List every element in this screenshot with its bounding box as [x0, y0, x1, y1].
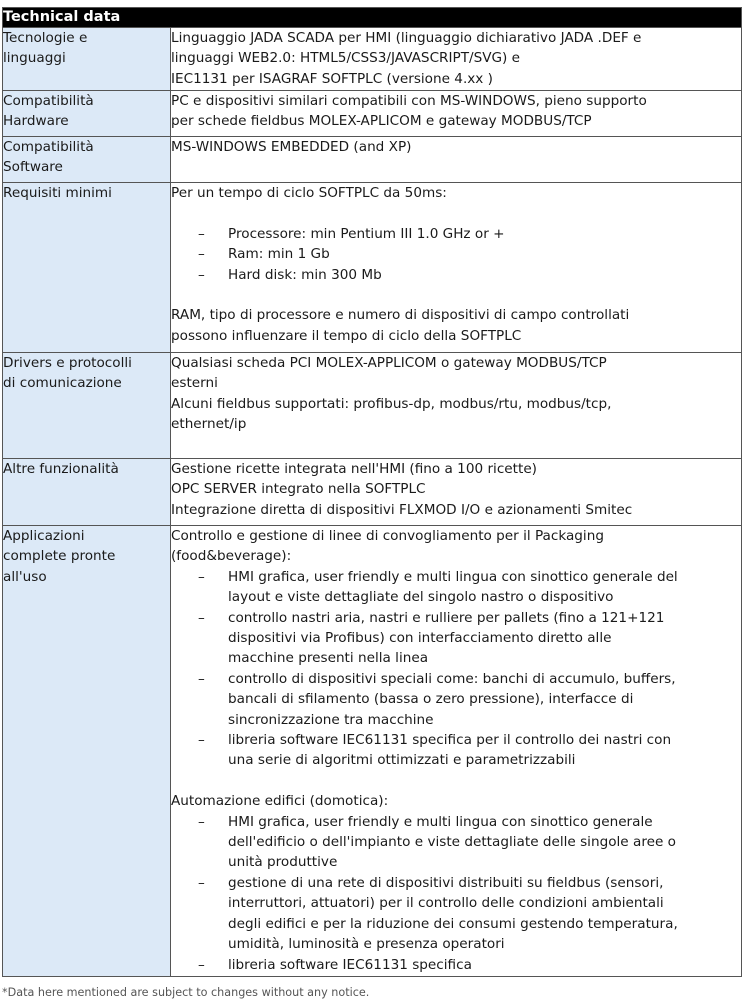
row-label: Drivers e protocolli di comunicazione	[3, 353, 171, 459]
table-title: Technical data	[3, 8, 742, 28]
row-value: Per un tempo di ciclo SOFTPLC da 50ms: – Processore: min Pentium III 1.0 GHz or + – Ram: min 1 Gb – Hard disk: min 300 Mb RAM, tipo di processore e numero di dispositivi di campo controllati possono influenzare il tempo di ciclo della SOFTPLC	[171, 183, 742, 353]
table-row-requisiti	[3, 183, 742, 353]
list-item: – controllo nastri aria, nastri e rulliere per pallets (fino a 121+121 dispositivi via Profibus) con interfacciamento diretto alle macchine presenti nella linea	[198, 609, 665, 667]
row-label: Compatibilità Software	[3, 137, 171, 183]
row-value: PC e dispositivi similari compatibili con MS-WINDOWS, pieno supporto per schede fieldbus MOLEX-APLICOM e gateway MODBUS/TCP	[171, 91, 742, 137]
technical-data-table	[2, 7, 742, 977]
row-label: Tecnologie e linguaggi	[3, 28, 171, 91]
row-value: Qualsiasi scheda PCI MOLEX-APPLICOM o gateway MODBUS/TCP esterni Alcuni fieldbus supportati: profibus-dp, modbus/rtu, modbus/tcp, ethernet/ip	[171, 353, 742, 459]
list-item: – gestione di una rete di dispositivi distribuiti su fieldbus (sensori, interruttori, attuatori) per il controllo delle condizioni ambientali degli edifici e per la riduzione dei consumi gestendo temperatura, umidità, luminosità e presenza operatori	[198, 874, 678, 953]
list-item: – Hard disk: min 300 Mb	[198, 266, 382, 283]
list-item: – libreria software IEC61131 specifica	[198, 956, 472, 973]
row-value: Linguaggio JADA SCADA per HMI (linguaggio dichiarativo JADA .DEF e linguaggi WEB2.0: HTML5/CSS3/JAVASCRIPT/SVG) e IEC1131 per ISAGRAF SOFTPLC (versione 4.xx )	[171, 28, 742, 91]
row-value: Gestione ricette integrata nell'HMI (fino a 100 ricette) OPC SERVER integrato nella SOFTPLC Integrazione diretta di dispositivi FLXMOD I/O e azionamenti Smitec	[171, 459, 742, 526]
list-item: – HMI grafica, user friendly e multi lingua con sinottico generale del layout e viste dettagliate del singolo nastro o dispositivo	[198, 568, 678, 606]
technical-data-sheet	[2, 7, 741, 977]
list-item: – libreria software IEC61131 specifica per il controllo dei nastri con una serie di algoritmi ottimizzati e parametrizzabili	[198, 732, 672, 769]
domotica-list	[171, 812, 741, 975]
list-item: – controllo di dispositivi speciali come: banchi di accumulo, buffers, bancali di sfilamento (bassa o zero pressione), interfacce di sincronizzazione tra macchine	[198, 670, 676, 728]
list-item: – Ram: min 1 Gb	[198, 246, 330, 263]
packaging-list	[171, 567, 741, 771]
table-row-tecnologie	[3, 28, 742, 91]
row-value: Controllo e gestione di linee di convogliamento per il Packaging (food&beverage): – HMI grafica, user friendly e multi lingua con sinottico generale del layout e viste dettagliate del singolo nastro o dispositivo – controllo nastri aria, nastri e rulliere per pallets (fino a 121+121 dispositivi via Profibus) con interfacciamento diretto alle macchine presenti nella linea – controllo di dispositivi speciali come: banchi di accumulo, buffers, bancali di sfilamento (bassa o zero pressione), interfacce di sincronizzazione tra macchine – libreria software IEC61131 specifica per il controllo dei nastri con una serie di algoritmi ottimizzati e parametrizzabili Automazione edifici (domotica): – HMI grafica, user friendly e multi lingua con sinottico generale dell'edificio o dell'impianto e viste dettagliate delle singole aree o unità produttive – gestione di una rete di dispositivi distribuiti su fieldbus (sensori, interruttori, attuatori) per il controllo delle condizioni ambientali degli edifici e per la riduzione dei consumi gestendo temperatura, umidità, luminosità e presenza operatori – libreria software IEC61131 specifica	[171, 526, 742, 977]
row-value: MS-WINDOWS EMBEDDED (and XP)	[171, 137, 742, 183]
row-label: Requisiti minimi	[3, 183, 171, 353]
row-label: Applicazioni complete pronte all'uso	[3, 526, 171, 977]
footnote: *Data here mentioned are subject to changes without any notice.	[2, 986, 370, 999]
table-row-compat-software	[3, 137, 742, 183]
table-row-applicazioni	[3, 526, 742, 977]
table-row-compat-hardware	[3, 91, 742, 137]
list-item: – HMI grafica, user friendly e multi lingua con sinottico generale dell'edificio o dell'impianto e viste dettagliate delle singole aree o unità produttive	[198, 813, 676, 871]
table-row-altre-funzionalita	[3, 459, 742, 526]
row-label: Compatibilità Hardware	[3, 91, 171, 137]
list-item: – Processore: min Pentium III 1.0 GHz or +	[198, 225, 505, 242]
row-label: Altre funzionalità	[3, 459, 171, 526]
requirements-list	[171, 224, 741, 285]
table-row-drivers	[3, 353, 742, 459]
